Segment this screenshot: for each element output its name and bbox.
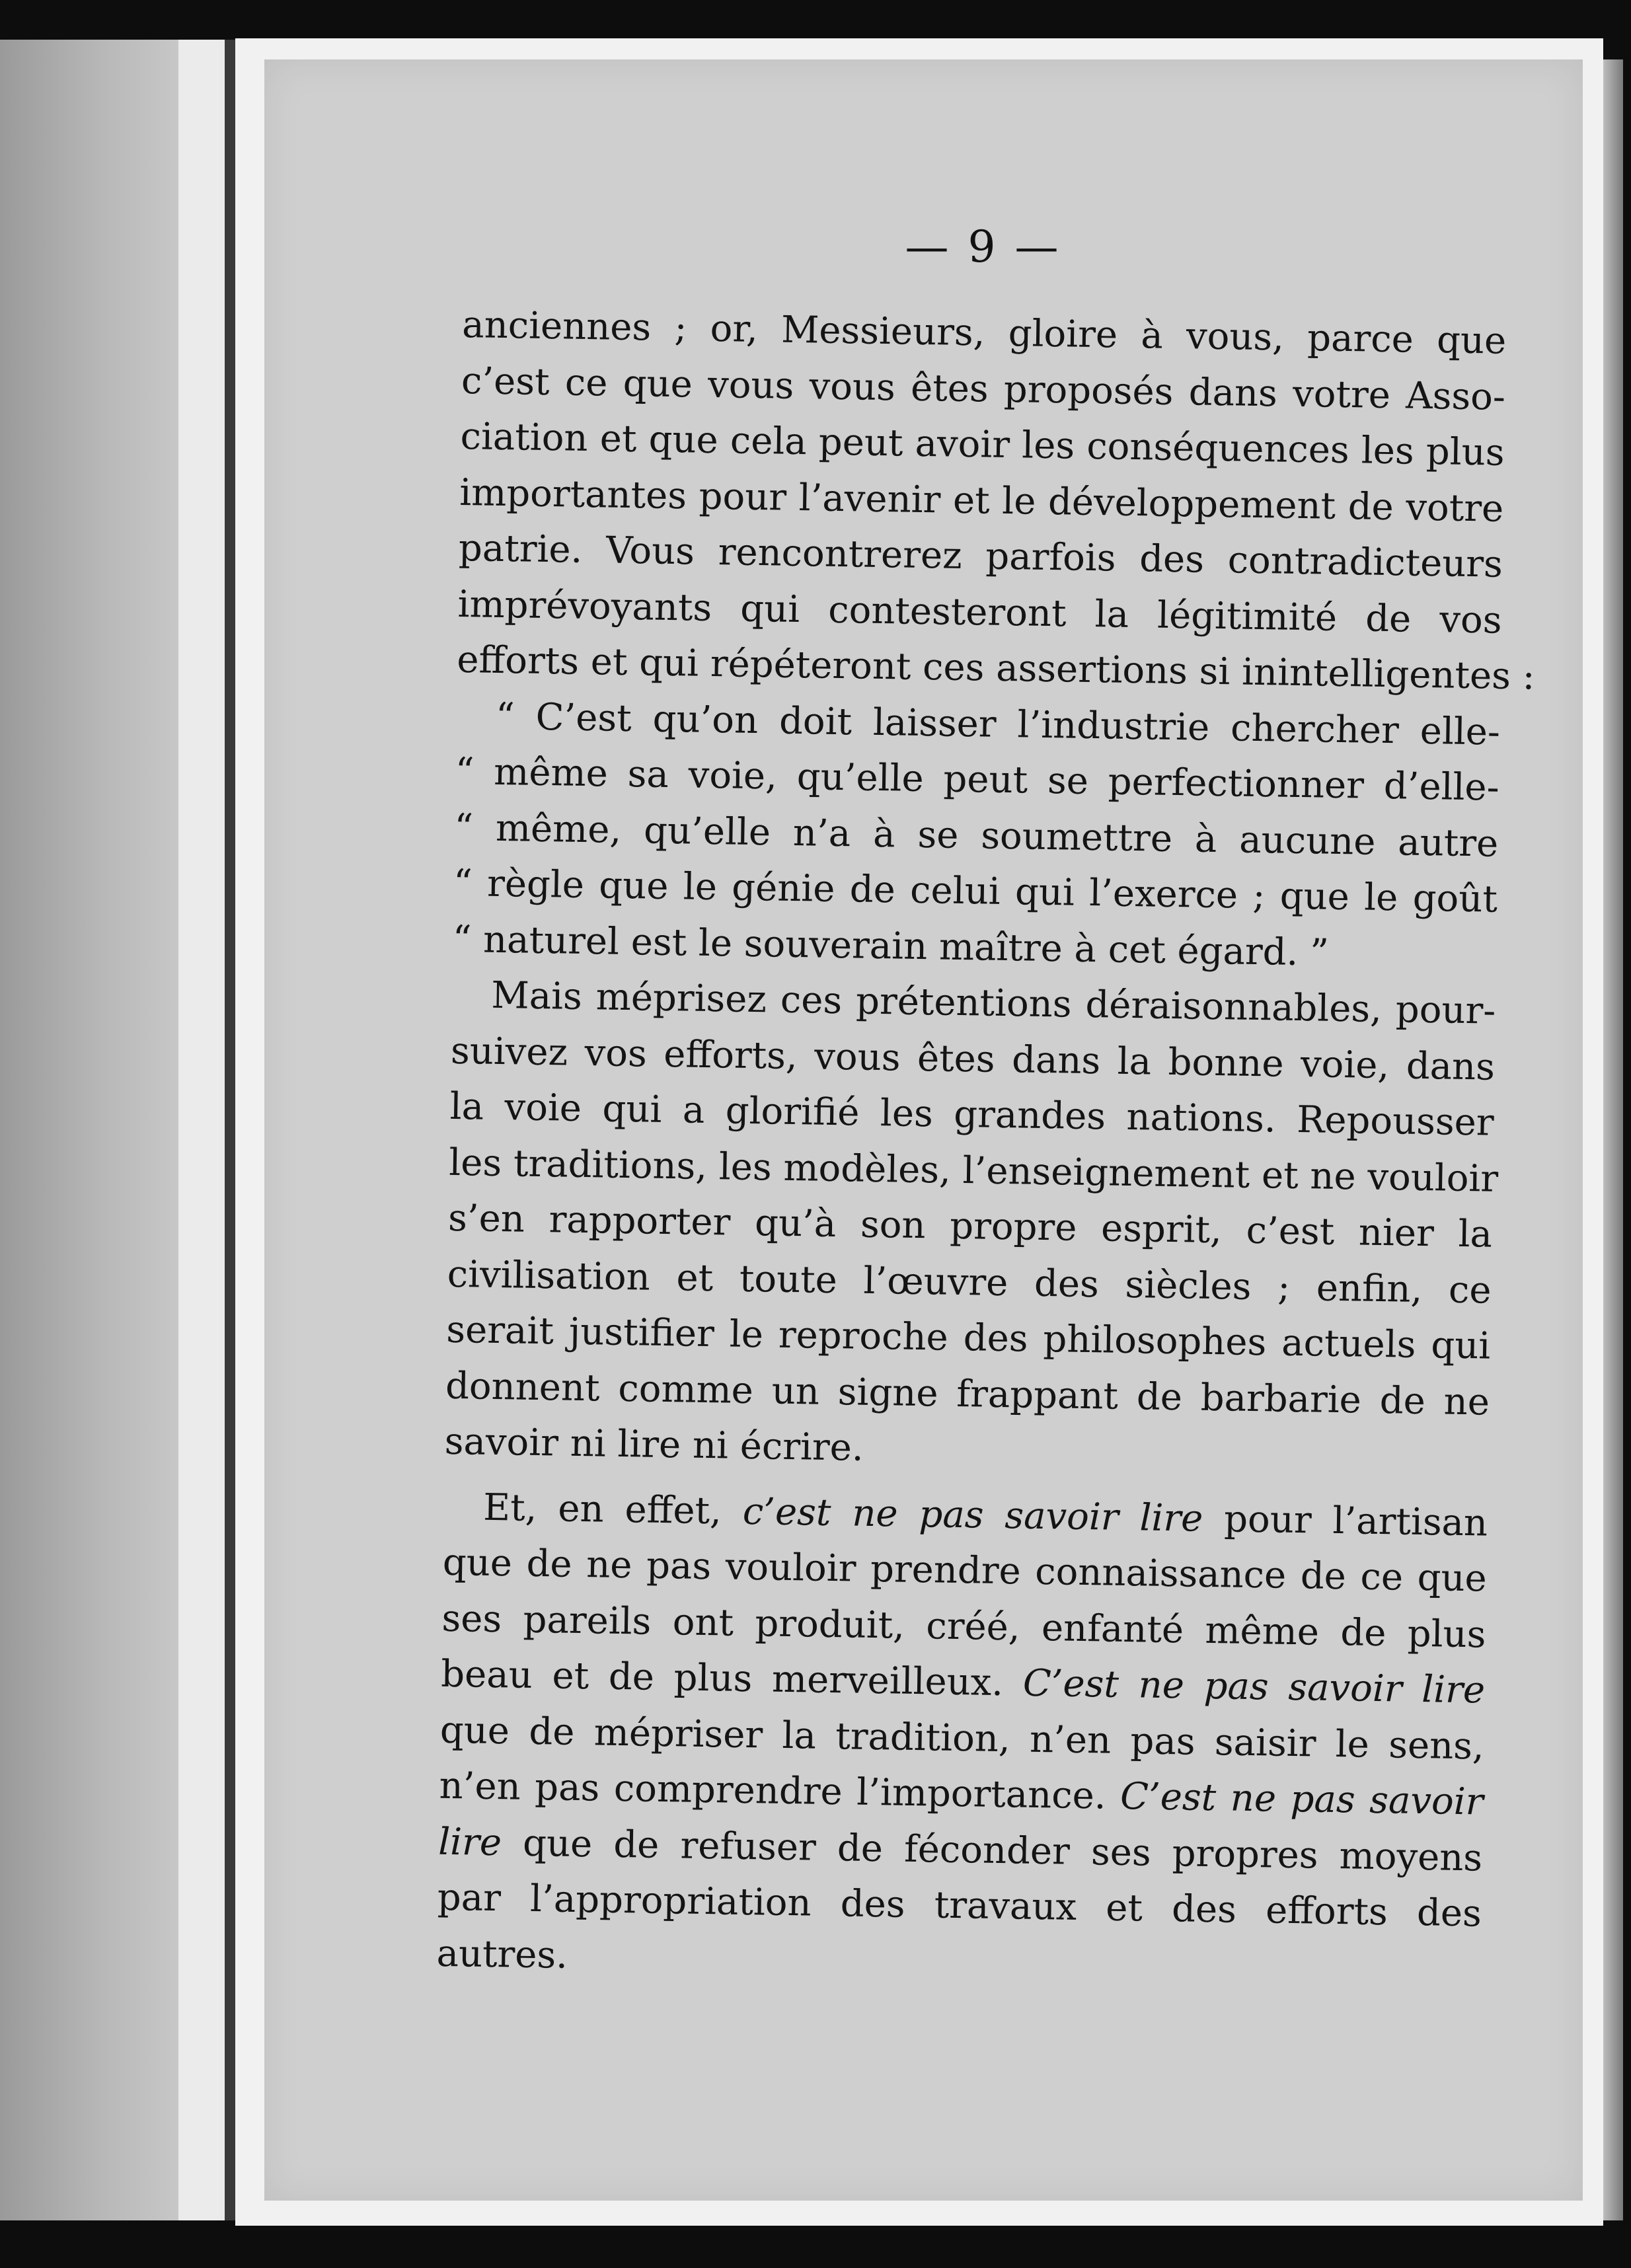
quote-line: “ naturel est le souverain maître à cet égard. ” bbox=[452, 917, 1330, 975]
text-line: les traditions, les modèles, l’enseignement et ne vouloir bbox=[448, 1141, 1499, 1201]
text-line: patrie. Vous rencontrerez parfois des contradicteurs bbox=[458, 526, 1503, 586]
italic-phrase: C’est ne pas savoir bbox=[1119, 1774, 1484, 1824]
text-line: imprévoyants qui contesteront la légitimité de vos bbox=[457, 582, 1503, 642]
text-line: c’est ce que vous vous êtes proposés dans votre Asso- bbox=[461, 359, 1506, 419]
text-line: autres. bbox=[436, 1932, 568, 1977]
quote-line: “ même sa voie, qu’elle peut se perfectionner d’elle- bbox=[455, 749, 1500, 810]
text-line: savoir ni lire ni écrire. bbox=[444, 1419, 864, 1470]
quote-line: “ C’est qu’on doit laisser l’industrie chercher elle- bbox=[495, 695, 1501, 754]
line-text: n’en pas comprendre l’importance. bbox=[439, 1764, 1121, 1818]
text-line: anciennes ; or, Messieurs, gloire à vous, parce que bbox=[461, 303, 1507, 363]
text-line: donnent comme un signe frappant de barbarie de ne bbox=[445, 1364, 1490, 1424]
text-line: ses pareils ont produit, créé, enfanté même de plus bbox=[441, 1597, 1486, 1657]
quote-line: “ même, qu’elle n’a à se soumettre à aucune autre bbox=[453, 806, 1499, 866]
quote-line: “ règle que le génie de celui qui l’exerce ; que le goût bbox=[453, 861, 1498, 921]
body-text bbox=[436, 297, 1536, 1998]
text-line: importantes pour l’avenir et le développement de votre bbox=[459, 471, 1504, 531]
text-line: efforts et qui répéteront ces assertions si inintelligentes : bbox=[456, 638, 1536, 699]
text-line: que de ne pas vouloir prendre connaissance de ce que bbox=[442, 1540, 1488, 1601]
text-line: serait justifier le reproche des philosophes actuels qui bbox=[445, 1308, 1491, 1368]
text-line: la voie qui a glorifié les grandes nations. Repousser bbox=[449, 1084, 1495, 1145]
text-line: par l’appropriation des travaux et des efforts des bbox=[437, 1875, 1482, 1936]
adjacent-page-edge bbox=[0, 40, 178, 2220]
page-number: — 9 — bbox=[905, 221, 1061, 272]
line-text: que de refuser de féconder ses propres moyens bbox=[501, 1821, 1483, 1880]
line-text: Et, en effet, bbox=[482, 1486, 743, 1533]
text-line: suivez vos efforts, vous êtes dans la bonne voie, dans bbox=[450, 1029, 1496, 1089]
italic-phrase: lire bbox=[437, 1820, 502, 1864]
text-line: Mais méprisez ces prétentions déraisonnables, pour- bbox=[490, 973, 1496, 1033]
text-line: ciation et que cela peut avoir les conséquences les plus bbox=[460, 414, 1505, 474]
text-line: s’en rapporter qu’à son propre esprit, c’est nier la bbox=[447, 1196, 1493, 1256]
line-text: beau et de plus merveilleux. bbox=[440, 1652, 1024, 1705]
italic-phrase: c’est ne pas savoir lire bbox=[742, 1490, 1203, 1540]
text-line: que de mépriser la tradition, n’en pas saisir le sens, bbox=[439, 1708, 1485, 1768]
book-board-edge bbox=[178, 40, 225, 2220]
italic-phrase: C’est ne pas savoir lire bbox=[1022, 1661, 1486, 1712]
line-text: pour l’artisan bbox=[1202, 1497, 1488, 1545]
scanned-page bbox=[264, 59, 1583, 2201]
spine-shadow bbox=[225, 40, 235, 2220]
text-line: civilisation et toute l’œuvre des siècles ; enfin, ce bbox=[447, 1252, 1492, 1312]
page-right-shadow bbox=[1603, 59, 1623, 2220]
